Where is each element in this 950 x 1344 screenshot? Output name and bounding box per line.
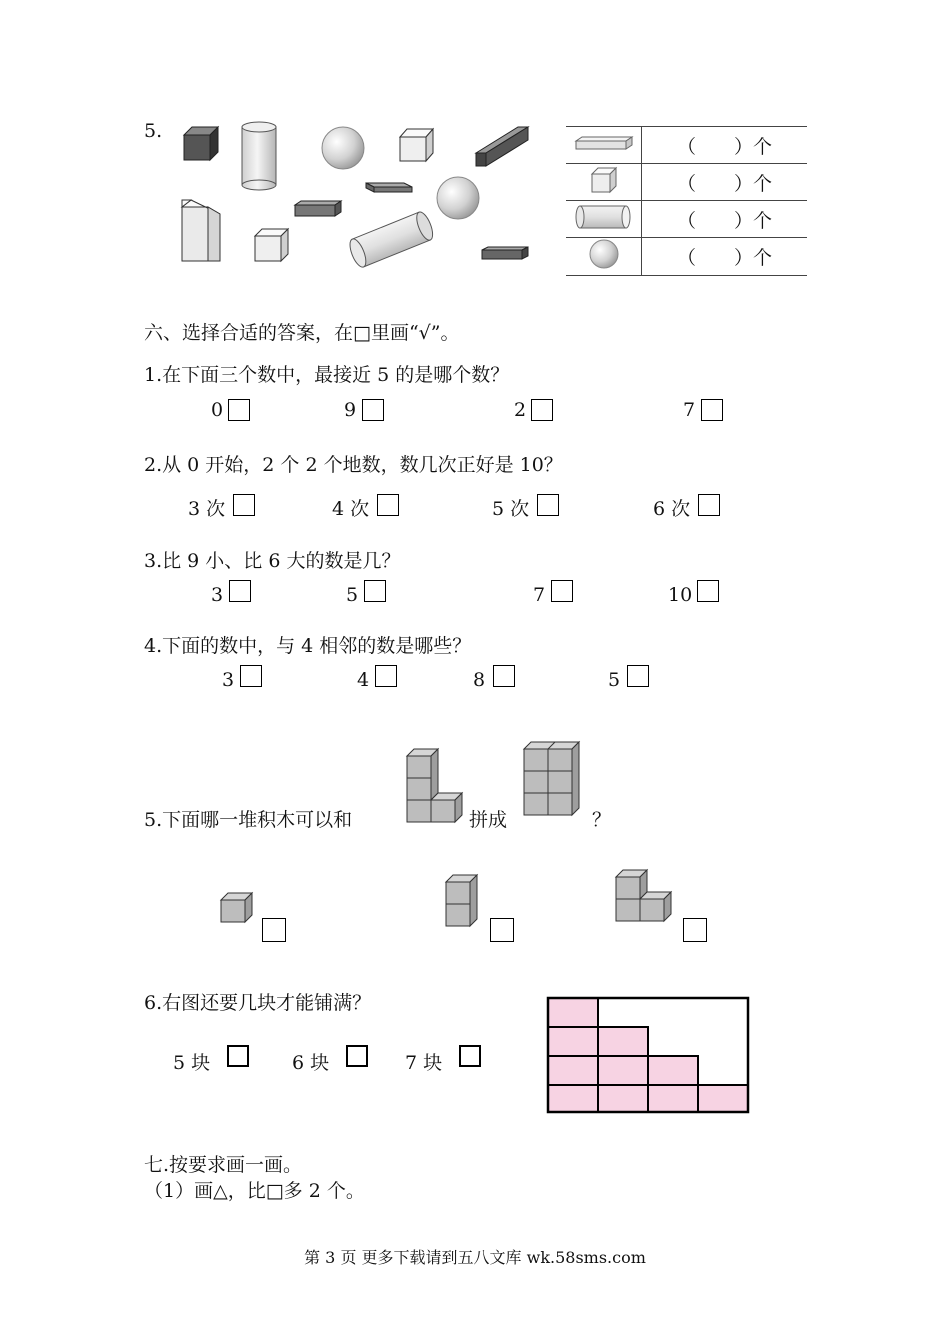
sphere-icon (437, 177, 479, 219)
small-slab-icon (366, 183, 412, 192)
single-block-icon (219, 891, 255, 925)
q6-option-label: 5 块 (173, 1052, 211, 1074)
shape-count-table (566, 126, 807, 276)
dark-cube-icon (184, 127, 218, 160)
q1-option-checkbox[interactable] (701, 399, 723, 421)
tile-grid-figure (546, 996, 750, 1114)
q5-option-checkbox[interactable] (490, 918, 514, 942)
answer-blank[interactable]: （ ） (676, 172, 753, 195)
q3-option-label: 10 (668, 584, 693, 606)
q2-option-checkbox[interactable] (233, 494, 255, 516)
light-cube-icon (255, 229, 288, 261)
answer-blank[interactable]: （ ） (676, 247, 753, 269)
l-shape-blocks-icon (405, 746, 465, 826)
q1-option-checkbox[interactable] (362, 399, 384, 421)
q1-option-label: 9 (344, 399, 357, 421)
q6-text: 6.右图还要几块才能铺满？ (144, 992, 372, 1014)
shapes-illustration (170, 115, 540, 275)
q2-option-checkbox[interactable] (377, 494, 399, 516)
section7-title: 七.按要求画一画。 (144, 1154, 303, 1176)
q1-text: 1.在下面三个数中，最接近 5 的是哪个数？ (144, 364, 510, 386)
table-row (566, 164, 807, 201)
q3-option-checkbox[interactable] (229, 580, 251, 602)
q5-option-checkbox[interactable] (262, 918, 286, 942)
q3-option-label: 3 (211, 584, 224, 606)
q4-option-checkbox[interactable] (240, 665, 262, 687)
q6-option-label: 7 块 (405, 1052, 443, 1074)
q2-text: 2.从 0 开始，2 个 2 个地数，数几次正好是 10？ (144, 454, 563, 476)
q2-option-label: 6 次 (653, 498, 691, 520)
cylinder-icon (566, 201, 642, 238)
two-block-column-icon (444, 873, 480, 931)
q3-option-label: 7 (533, 584, 546, 606)
tall-prism-icon (182, 200, 220, 261)
q1-option-label: 7 (683, 399, 696, 421)
answer-blank[interactable]: （ ） (676, 209, 753, 232)
lying-cylinder-icon (347, 210, 436, 269)
q5-text: 5.下面哪一堆积木可以和 (144, 809, 353, 831)
long-cuboid-icon (476, 127, 528, 166)
q5-end-text: ？ (592, 809, 612, 831)
unit-label: 个 (753, 172, 773, 195)
section6-title: 六、选择合适的答案，在□里画“√”。 (144, 322, 460, 344)
q3-option-checkbox[interactable] (551, 580, 573, 602)
sphere-icon (566, 238, 642, 276)
light-cube-icon (400, 129, 433, 161)
q2-option-label: 5 次 (492, 498, 530, 520)
q2-option-label: 3 次 (188, 498, 226, 520)
q6-option-checkbox[interactable] (459, 1045, 481, 1067)
page-footer: 第 3 页 更多下载请到五八文库 wk.58sms.com (304, 1248, 646, 1267)
cuboid-icon (566, 127, 642, 164)
table-row (566, 127, 807, 164)
flat-cuboid-icon (295, 201, 341, 216)
vertical-cylinder-icon (242, 122, 276, 190)
table-row (566, 238, 807, 276)
section7-item1: （1）画△，比□多 2 个。 (144, 1180, 365, 1202)
q3-text: 3.比 9 小、比 6 大的数是几？ (144, 550, 401, 572)
unit-label: 个 (753, 135, 773, 158)
unit-label: 个 (753, 247, 773, 269)
q1-option-checkbox[interactable] (531, 399, 553, 421)
q4-option-checkbox[interactable] (375, 665, 397, 687)
q4-option-label: 8 (473, 669, 486, 691)
q4-option-checkbox[interactable] (627, 665, 649, 687)
q6-option-label: 6 块 (292, 1052, 330, 1074)
q1-option-checkbox[interactable] (228, 399, 250, 421)
q5-number: 5. (144, 120, 163, 142)
q4-text: 4.下面的数中，与 4 相邻的数是哪些？ (144, 635, 472, 657)
sphere-icon (322, 127, 364, 169)
target-block-stack-icon (522, 739, 582, 819)
answer-blank[interactable]: （ ） (676, 135, 753, 158)
q4-option-checkbox[interactable] (493, 665, 515, 687)
q1-option-label: 0 (211, 399, 224, 421)
cube-icon (566, 164, 642, 201)
q2-option-checkbox[interactable] (537, 494, 559, 516)
q2-option-checkbox[interactable] (698, 494, 720, 516)
q5-option-checkbox[interactable] (683, 918, 707, 942)
unit-label: 个 (753, 209, 773, 232)
table-row (566, 201, 807, 238)
q6-option-checkbox[interactable] (346, 1045, 368, 1067)
l-block-option-icon (614, 868, 674, 926)
q3-option-checkbox[interactable] (364, 580, 386, 602)
q3-option-checkbox[interactable] (697, 580, 719, 602)
small-slab-icon (482, 247, 528, 259)
q6-option-checkbox[interactable] (227, 1045, 249, 1067)
q5-mid-text: 拼成 (469, 809, 508, 831)
q1-option-label: 2 (514, 399, 527, 421)
q4-option-label: 5 (608, 669, 621, 691)
q4-option-label: 3 (222, 669, 235, 691)
q2-option-label: 4 次 (332, 498, 370, 520)
q3-option-label: 5 (346, 584, 359, 606)
q4-option-label: 4 (357, 669, 370, 691)
